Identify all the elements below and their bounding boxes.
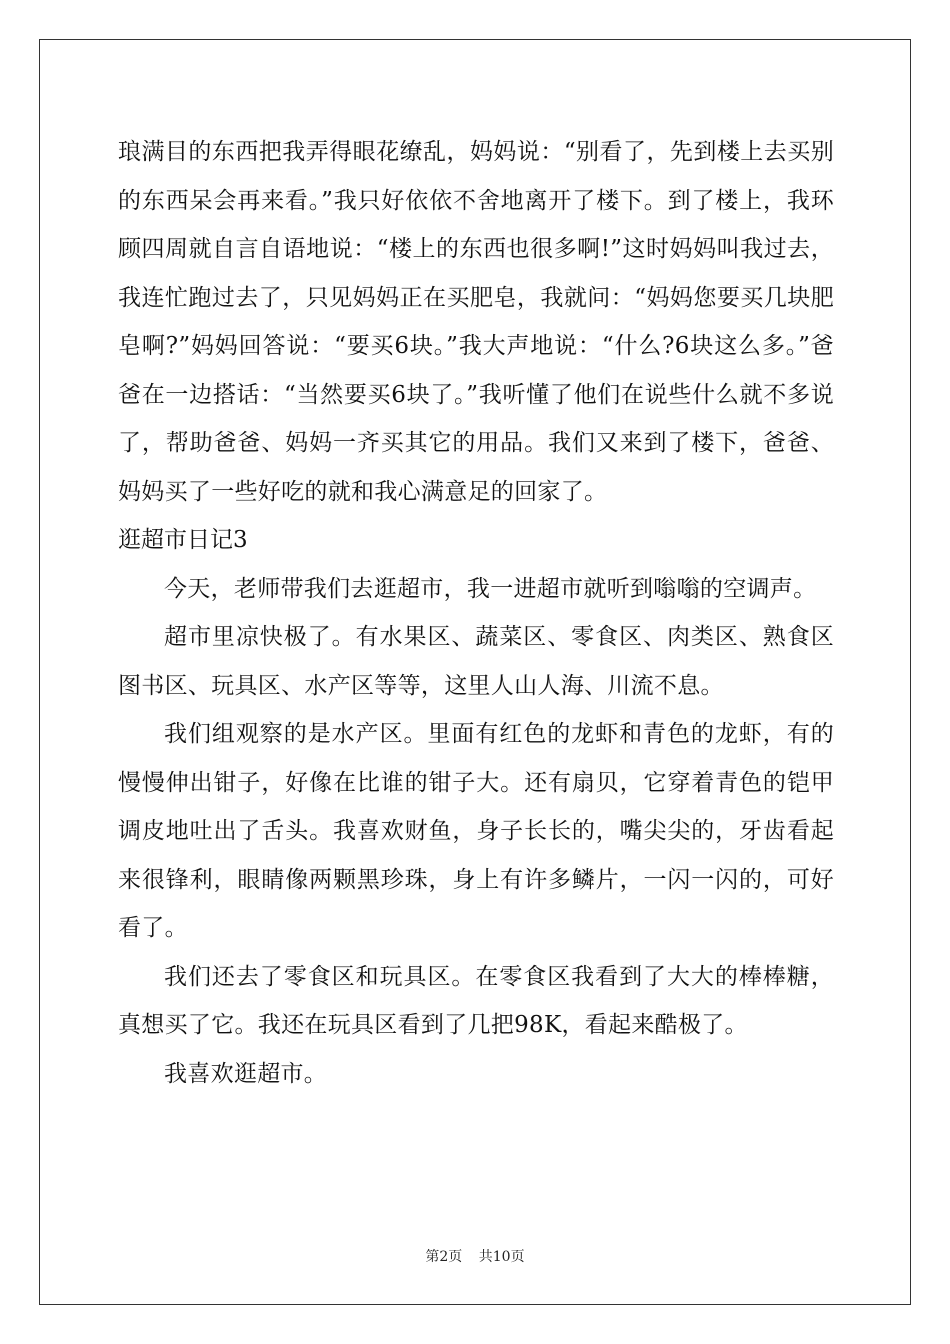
page-total: 共10页 [478, 1249, 525, 1265]
paragraph: 超市里凉快极了。有水果区、蔬菜区、零食区、肉类区、熟食区图书区、玩具区、水产区等等，这里人山人海、川流不息。 [118, 624, 834, 699]
paragraph-continuation: 琅满目的东西把我弄得眼花缭乱，妈妈说：“别看了，先到楼上去买别的东西呆会再来看。”我只好依依不舍地离开了楼下。到了楼上，我环顾四周就自言自语地说：“楼上的东西也很多啊!”这时妈妈叫我过去，我连忙跑过去了，只见妈妈正在买肥皂，我就问：“妈妈您要买几块肥皂啊?”妈妈回答说：“要买6块。”我大声地说：“什么?6块这么多。”爸爸在一边搭话：“当然要买6块了。”我听懂了他们在说些什么就不多说了，帮助爸爸、妈妈一齐买其它的用品。我们又来到了楼下，爸爸、妈妈买了一些好吃的就和我心满意足的回家了。 [118, 139, 834, 505]
paragraph: 我们还去了零食区和玩具区。在零食区我看到了大大的棒棒糖，真想买了它。我还在玩具区看到了几把98K，看起来酷极了。 [118, 963, 834, 1038]
section-heading: 逛超市日记3 [118, 527, 248, 553]
paragraph: 我喜欢逛超市。 [164, 1060, 328, 1087]
page-number: 第2页 [425, 1249, 463, 1265]
page-footer [0, 1246, 950, 1266]
paragraph: 我们组观察的是水产区。里面有红色的龙虾和青色的龙虾，有的慢慢伸出钳子，好像在比谁的钳子大。还有扇贝，它穿着青色的铠甲调皮地吐出了舌头。我喜欢财鱼，身子长长的，嘴尖尖的，牙齿看起来很锋利，眼睛像两颗黑珍珠，身上有许多鳞片，一闪一闪的，可好看了。 [118, 721, 834, 941]
paragraph: 今天，老师带我们去逛超市，我一进超市就听到嗡嗡的空调声。 [164, 575, 817, 602]
document-body [118, 128, 834, 1098]
